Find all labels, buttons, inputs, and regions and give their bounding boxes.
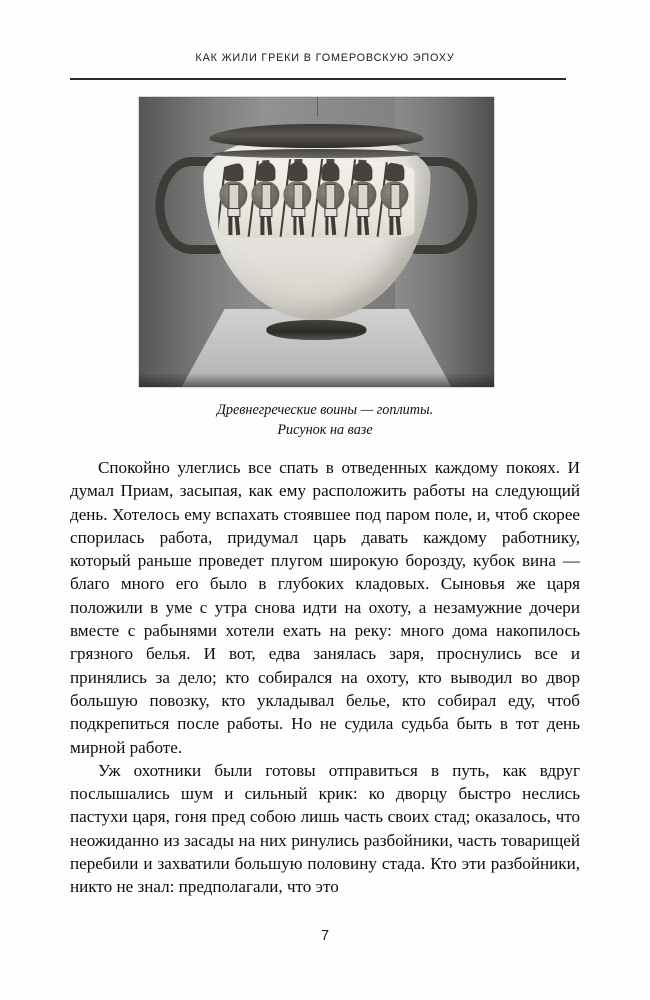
vase-foot xyxy=(267,320,367,340)
warrior-leg xyxy=(331,216,336,235)
helmet-icon xyxy=(256,162,275,181)
header-rule xyxy=(70,78,566,80)
warrior-leg xyxy=(293,216,297,235)
vase-photograph xyxy=(138,96,495,388)
helmet-icon xyxy=(224,162,243,181)
helmet-icon xyxy=(385,162,404,181)
warrior-torso xyxy=(293,184,303,209)
warrior-figure xyxy=(283,162,313,235)
figure-caption xyxy=(70,400,580,440)
warrior-leg xyxy=(357,216,361,235)
warrior-leg xyxy=(363,216,368,235)
warrior-leg xyxy=(325,216,329,235)
warrior-leg xyxy=(390,216,394,235)
warrior-frieze xyxy=(219,159,414,238)
helmet-icon xyxy=(289,162,308,181)
caption-line-1: Древнегреческие воины — гоплиты. xyxy=(216,402,434,418)
warrior-leg xyxy=(261,216,265,235)
photo-background xyxy=(139,97,494,387)
warrior-torso xyxy=(390,184,400,209)
vase-neck-band xyxy=(212,149,421,158)
warrior-leg xyxy=(396,216,401,235)
warrior-leg xyxy=(267,216,272,235)
helmet-icon xyxy=(321,162,340,181)
warrior-figure xyxy=(251,162,281,235)
hanging-wire xyxy=(317,97,319,117)
warrior-torso xyxy=(326,184,336,209)
warrior-figure xyxy=(219,162,249,235)
warrior-torso xyxy=(261,184,271,209)
helmet-icon xyxy=(353,162,372,181)
warrior-torso xyxy=(229,184,239,209)
warrior-leg xyxy=(234,216,239,235)
running-header: КАК ЖИЛИ ГРЕКИ В ГОМЕРОВСКУЮ ЭПОХУ xyxy=(195,52,455,64)
mycenaean-krater xyxy=(203,117,430,337)
paragraph: Уж охотники были готовы отправиться в путь, как вдруг послышались шум и сильный крик: ко дворцу быстро неслись пастухи царя, гоня пред собою лишь часть своих стад; оказалось, что неожиданно из засады на них ринулись разбойники, часть товарищей перебили и захватили большую половину стада. Кто эти разбойники, никто не знал: предполагали, что это xyxy=(70,760,580,897)
vase-rim xyxy=(210,124,424,148)
warrior-torso xyxy=(358,184,368,209)
warrior-leg xyxy=(228,216,232,235)
warrior-figure xyxy=(316,162,346,235)
warrior-leg xyxy=(299,216,304,235)
caption-line-2: Рисунок на вазе xyxy=(277,422,373,438)
body-text-column xyxy=(70,456,580,899)
warrior-figure xyxy=(380,162,410,235)
pedestal-shadow xyxy=(139,373,494,388)
warrior-figure xyxy=(348,162,378,235)
paragraph: Спокойно улеглись все спать в отведенных каждому покоях. И думал Приам, засыпая, как ему расположить работы на следующий день. Хотелось ему вспахать стоявшее под паром поле, и, чтоб скорее спорилась работа, придумал царь давать каждому работнику, который раньше проведет плугом широкую борозду, кубок вина — благо много его было в глубоких кладовых. Сыновья же царя положили в уме с утра снова идти на охоту, а незамужние дочери вместе с рабынями хотели ехать на реку: много дома накопилось грязного белья. И вот, едва занялась заря, проснулись все и принялись за дело; кто собирался на охоту, кто выводил во двор большую повозку, кто укладывал белье, кто собирал еду, чтоб подкрепиться после работы. Но не судила судьба быть в тот день мирной работе. xyxy=(70,458,580,757)
page-number: 7 xyxy=(320,928,330,944)
